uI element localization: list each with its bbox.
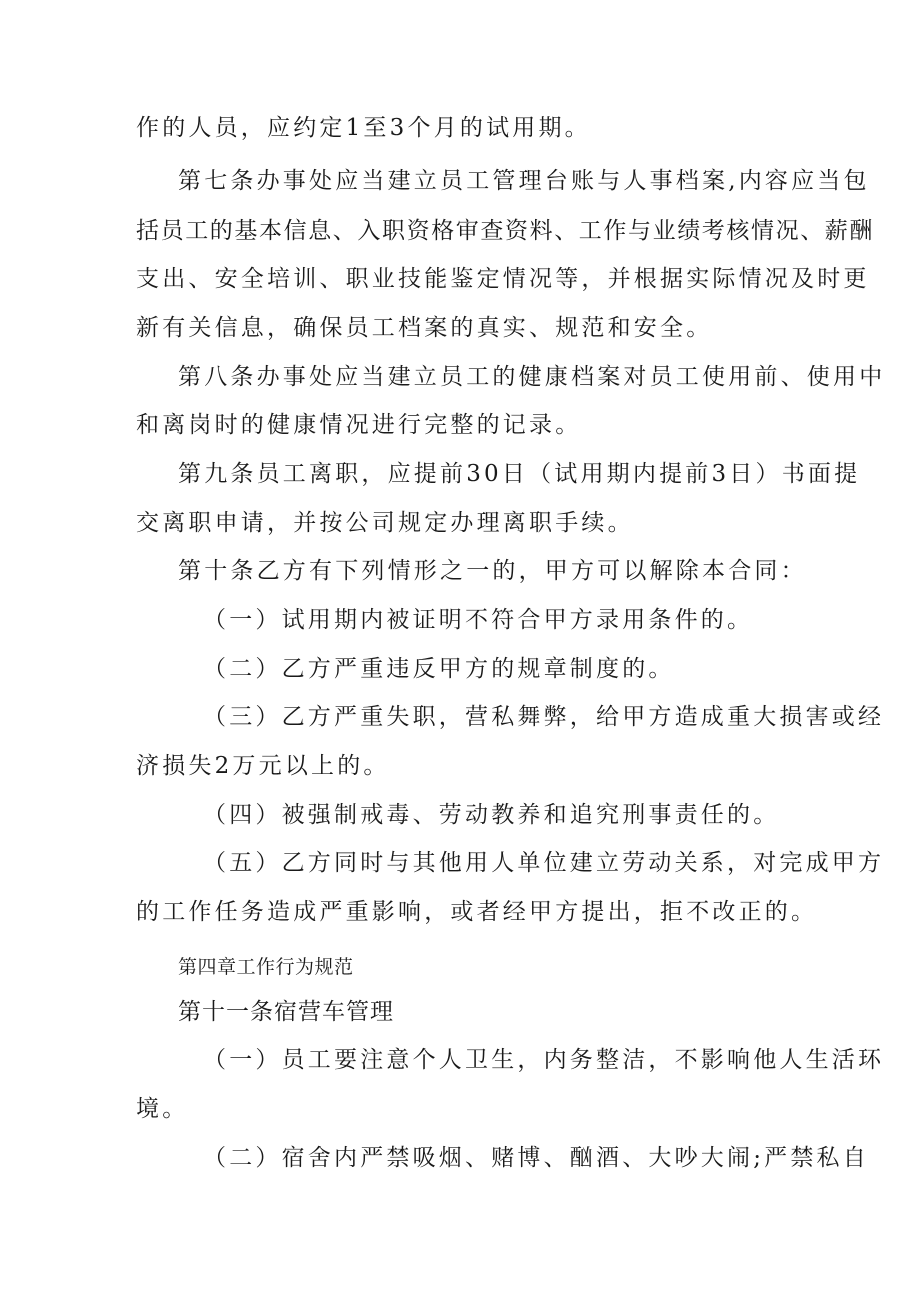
list-item-line: （二）乙方严重违反甲方的规章制度的。: [203, 656, 675, 682]
paragraph-line: 的工作任务造成严重影响，或者经甲方提出，拒不改正的。: [136, 899, 818, 925]
article-11-line: 第十一条宿营车管理: [178, 999, 394, 1025]
paragraph-line: 交离职申请，并按公司规定办理离职手续。: [136, 510, 634, 536]
paragraph-line: 济损失2万元以上的。: [136, 753, 390, 779]
chapter-heading: 第四章工作行为规范: [178, 956, 354, 978]
paragraph-line: 和离岗时的健康情况进行完整的记录。: [136, 412, 582, 438]
paragraph-line: 作的人员，应约定1至3个月的试用期。: [136, 115, 591, 141]
paragraph-line: 支出、安全培训、职业技能鉴定情况等，并根据实际情况及时更: [136, 266, 870, 292]
paragraph-line: 新有关信息，确保员工档案的真实、规范和安全。: [136, 315, 713, 341]
list-item-line: （一）试用期内被证明不符合甲方录用条件的。: [203, 607, 754, 633]
article-9-line: 第九条员工离职，应提前30日（试用期内提前3日）书面提: [178, 461, 861, 487]
article-8-line: 第八条办事处应当建立员工的健康档案对员工使用前、使用中: [178, 364, 886, 390]
list-item-line: （三）乙方严重失职，营私舞弊，给甲方造成重大损害或经: [203, 704, 885, 730]
paragraph-line: 境。: [136, 1096, 189, 1122]
list-item-line: （二）宿舍内严禁吸烟、赌博、酗酒、大吵大闹;严禁私自: [203, 1145, 869, 1171]
list-item-line: （五）乙方同时与其他用人单位建立劳动关系，对完成甲方: [203, 850, 885, 876]
list-item-line: （一）员工要注意个人卫生，内务整洁，不影响他人生活环: [203, 1047, 885, 1073]
list-item-line: （四）被强制戒毒、劳动教养和追究刑事责任的。: [203, 802, 780, 828]
article-10-line: 第十条乙方有下列情形之一的，甲方可以解除本合同：: [178, 558, 807, 584]
paragraph-line: 括员工的基本信息、入职资格审查资料、工作与业绩考核情况、薪酬: [136, 218, 874, 244]
article-7-line: 第七条办事处应当建立员工管理台账与人事档案,内容应当包: [178, 168, 870, 194]
